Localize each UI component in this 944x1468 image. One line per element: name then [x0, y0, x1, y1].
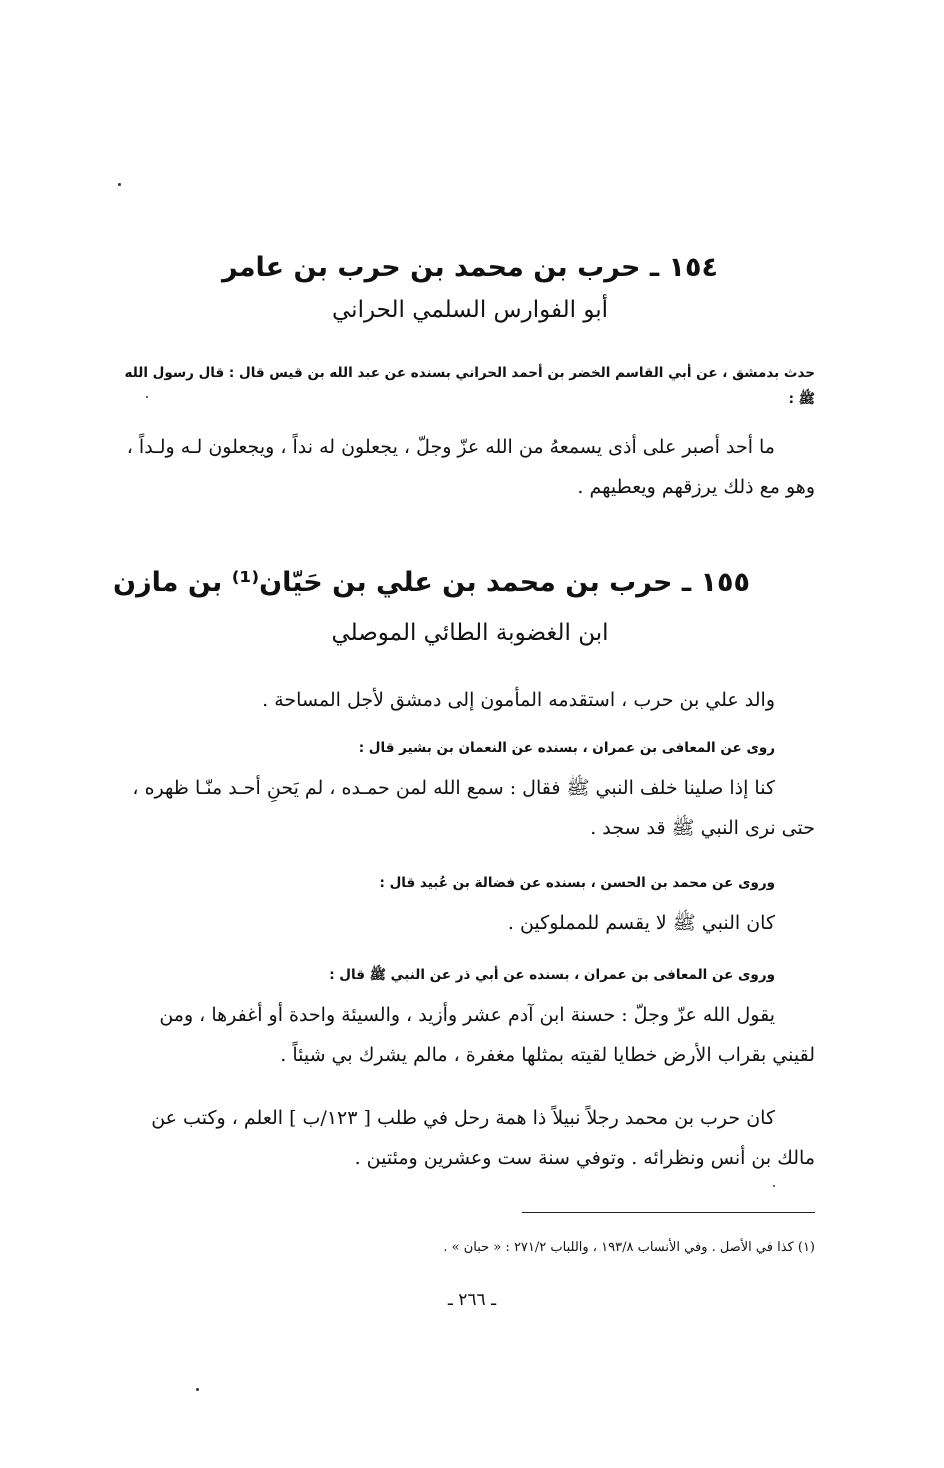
entry-154-text: ما أحد أصبر على أذى يسمعهُ من الله عزّ وجلّ ، يجعلون له نداً ، ويجعلون لـه ولـداً ، وهو مع ذلك يرزقهم ويعطيهم . [126, 436, 815, 498]
entry-155-text-3: يقول الله عزّ وجلّ : حسنة ابن آدم عشر وأزيد ، والسيئة واحدة أو أغفرها ، ومن لقيني بقراب الأرض خطايا لقيته بمثلها مغفرة ، مالم يشرك بي شيئاً . [159, 1004, 815, 1066]
entry-155-title: ١٥٥ ـ حرب بن محمد بن علي بن حَيّان⁽¹⁾ بن مازن [113, 567, 750, 598]
entry-155-intro: والد علي بن حرب ، استقدمه المأمون إلى دمشق لأجل المساحة . [262, 689, 775, 711]
entry-155-text-1: كنا إذا صلينا خلف النبي ﷺ فقال : سمع الله لمن حمـده ، لم يَحنِ أحـد منّـا ظهره ، حتى نرى النبي ﷺ قد سجد . [132, 777, 815, 839]
entry-155-isnad-3: وروى عن المعافى بن عمران ، بسنده عن أبي ذر عن النبي ﷺ قال : [329, 967, 775, 983]
footnote-1: (١) كذا في الأصل . وفي الأنساب ١٩٣/٨ ، واللباب ٢٧١/٢ : « حبان » . [443, 1240, 815, 1255]
entry-154-subtitle: أبو الفوارس السلمي الحراني [332, 297, 608, 323]
scan-speck [118, 183, 121, 186]
footnote-separator [522, 1212, 815, 1213]
scan-speck [146, 396, 148, 398]
entry-155-subtitle: ابن الغضوبة الطائي الموصلي [331, 620, 609, 646]
entry-155-isnad-2: وروى عن محمد بن الحسن ، بسنده عن فضالة بن عُبيد قال : [379, 875, 775, 891]
entry-155-text-2: كان النبي ﷺ لا يقسم للمملوكين . [507, 912, 775, 934]
scan-speck [196, 1388, 199, 1391]
page-number: ـ ٢٦٦ ـ [447, 1290, 497, 1310]
entry-154-title: ١٥٤ ـ حرب بن محمد بن حرب بن عامر [222, 252, 718, 283]
scan-speck [773, 1185, 775, 1187]
entry-155-isnad-1: روى عن المعافى بن عمران ، بسنده عن النعمان بن بشير قال : [358, 740, 775, 756]
entry-154-isnad: حدث بدمشق ، عن أبي القاسم الخضر بن أحمد الحراني بسنده عن عبد الله بن قيس قال : قال رسول الله ﷺ : [124, 365, 815, 407]
entry-155-bio: كان حرب بن محمد رجلاً نبيلاً ذا همة رحل في طلب [ ١٢٣/ب ] العلم ، وكتب عن مالك بن أنس ونظرائه . وتوفي سنة ست وعشرين ومئتين . [151, 1107, 815, 1169]
